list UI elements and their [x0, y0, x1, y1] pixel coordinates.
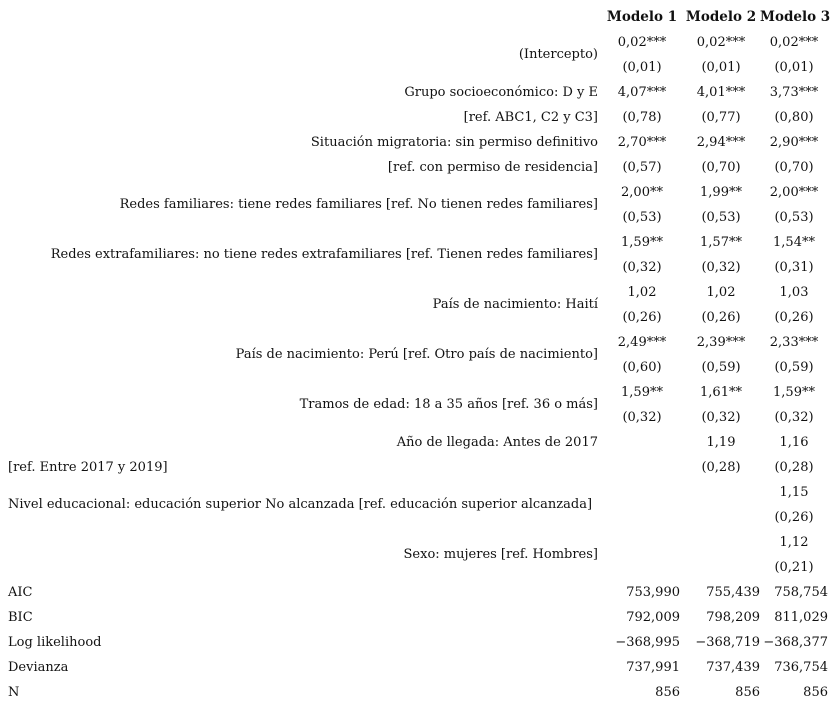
row-label: (Intercepto) [518, 47, 598, 62]
se-cell: (0,26) [774, 310, 814, 325]
stat-value: 811,029 [774, 610, 828, 625]
coef-cell: 1,03 [779, 285, 809, 300]
coef-cell: 2,39*** [696, 335, 746, 350]
header-modelo-2: Modelo 2 [685, 9, 757, 25]
coef-cell: 1,19 [706, 435, 736, 450]
coef-cell: 2,94*** [696, 135, 746, 150]
se-cell: (0,59) [701, 360, 741, 375]
coef-cell: 1,99** [700, 185, 742, 200]
se-cell: (0,32) [701, 410, 741, 425]
se-cell: (0,32) [622, 260, 662, 275]
se-cell: (0,70) [701, 160, 741, 175]
se-cell: (0,53) [774, 210, 814, 225]
stat-value: 798,209 [706, 610, 760, 625]
stat-value: −368,995 [615, 635, 680, 650]
se-cell: (0,53) [622, 210, 662, 225]
coef-cell: 1,59** [773, 385, 815, 400]
header-modelo-3: Modelo 3 [760, 9, 831, 25]
stat-value: 856 [735, 685, 760, 700]
coef-cell: 4,01*** [696, 85, 746, 100]
se-cell: (0,01) [701, 60, 741, 75]
se-cell: (0,59) [774, 360, 814, 375]
coef-cell: 0,02*** [617, 35, 667, 50]
stat-value: 758,754 [774, 585, 828, 600]
stat-value: 856 [803, 685, 828, 700]
coef-cell: 1,54** [773, 235, 815, 250]
stat-label-bic: BIC [8, 610, 33, 625]
stat-value: 737,439 [706, 660, 760, 675]
row-label: Sexo: mujeres [ref. Hombres] [403, 547, 598, 562]
header-modelo-1: Modelo 1 [606, 9, 678, 25]
se-cell: (0,60) [622, 360, 662, 375]
row-label: Redes familiares: tiene redes familiares [ref. No tienen redes familiares] [119, 197, 598, 212]
se-cell: (0,77) [701, 110, 741, 125]
se-cell: (0,53) [701, 210, 741, 225]
se-cell: (0,26) [701, 310, 741, 325]
coef-cell: 2,49*** [617, 335, 667, 350]
stat-label-aic: AIC [8, 585, 33, 600]
row-label: Nivel educacional: educación superior No alcanzada [ref. educación superior alcanzada] [8, 497, 593, 512]
se-cell: (0,21) [774, 560, 814, 575]
row-label-ref: [ref. Entre 2017 y 2019] [8, 460, 168, 475]
coef-cell: 1,59** [621, 385, 663, 400]
stat-label-loglik: Log likelihood [8, 635, 102, 650]
row-label: Grupo socioeconómico: D y E [404, 85, 598, 100]
coef-cell: 2,70*** [617, 135, 667, 150]
coef-cell: 2,00*** [769, 185, 819, 200]
coef-cell: 2,00** [621, 185, 663, 200]
coef-cell: 1,16 [779, 435, 809, 450]
se-cell: (0,01) [774, 60, 814, 75]
row-label: País de nacimiento: Haití [432, 297, 598, 312]
stat-label-devianza: Devianza [8, 660, 69, 675]
row-label: Redes extrafamiliares: no tiene redes extrafamiliares [ref. Tienen redes familiares] [50, 247, 598, 262]
coef-cell: 1,02 [627, 285, 657, 300]
row-label: Situación migratoria: sin permiso definitivo [310, 135, 598, 150]
se-cell: (0,78) [622, 110, 662, 125]
coef-cell: 1,57** [700, 235, 742, 250]
stat-value: 755,439 [706, 585, 760, 600]
se-cell: (0,01) [622, 60, 662, 75]
se-cell: (0,57) [622, 160, 662, 175]
row-label-ref: [ref. con permiso de residencia] [387, 160, 598, 175]
se-cell: (0,32) [622, 410, 662, 425]
se-cell: (0,26) [622, 310, 662, 325]
coef-cell: 2,90*** [769, 135, 819, 150]
se-cell: (0,26) [774, 510, 814, 525]
coef-cell: 1,15 [779, 485, 809, 500]
se-cell: (0,31) [774, 260, 814, 275]
stat-value: 753,990 [626, 585, 680, 600]
stat-value: 737,991 [626, 660, 680, 675]
coef-cell: 1,02 [706, 285, 736, 300]
stat-value: −368,377 [763, 635, 828, 650]
se-cell: (0,32) [701, 260, 741, 275]
stat-label-n: N [8, 685, 20, 700]
stat-value: 736,754 [774, 660, 828, 675]
coef-cell: 1,12 [779, 535, 809, 550]
row-label-ref: [ref. ABC1, C2 y C3] [463, 110, 598, 125]
row-label: Año de llegada: Antes de 2017 [396, 435, 598, 450]
se-cell: (0,28) [701, 460, 741, 475]
row-label: País de nacimiento: Perú [ref. Otro país de nacimiento] [235, 347, 598, 362]
coef-cell: 2,33*** [769, 335, 819, 350]
coef-cell: 3,73*** [769, 85, 819, 100]
coef-cell: 0,02*** [696, 35, 746, 50]
stat-value: 792,009 [626, 610, 680, 625]
se-cell: (0,32) [774, 410, 814, 425]
coef-cell: 0,02*** [769, 35, 819, 50]
row-label: Tramos de edad: 18 a 35 años [ref. 36 o más] [299, 397, 598, 412]
coef-cell: 4,07*** [617, 85, 667, 100]
stat-value: 856 [655, 685, 680, 700]
stat-value: −368,719 [695, 635, 760, 650]
coef-cell: 1,61** [700, 385, 742, 400]
se-cell: (0,28) [774, 460, 814, 475]
se-cell: (0,70) [774, 160, 814, 175]
coef-cell: 1,59** [621, 235, 663, 250]
se-cell: (0,80) [774, 110, 814, 125]
